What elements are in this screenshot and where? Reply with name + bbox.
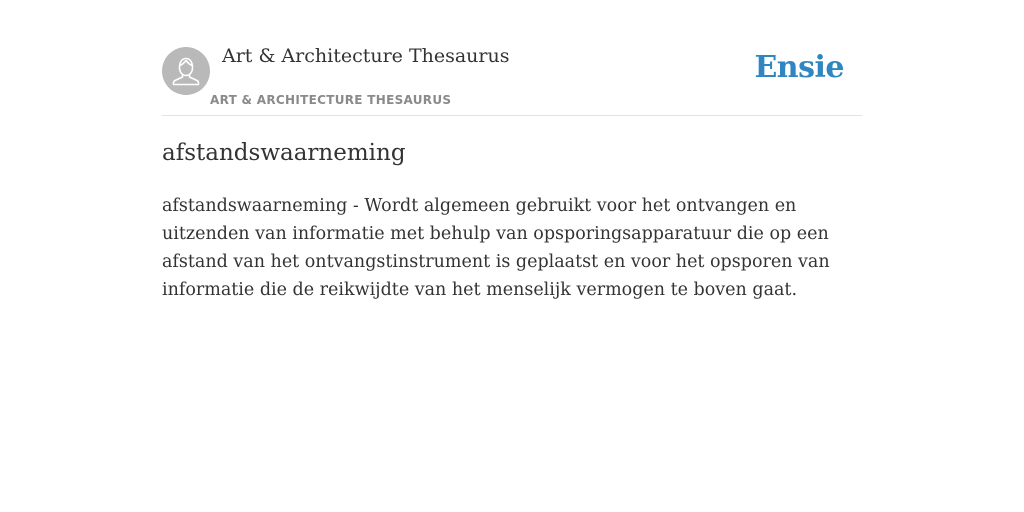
source-label-link[interactable]: ART & ARCHITECTURE THESAURUS bbox=[210, 93, 452, 107]
author-name-link[interactable]: Art & Architecture Thesaurus bbox=[222, 45, 510, 67]
header bbox=[162, 0, 862, 116]
term-title: afstandswaarneming bbox=[162, 140, 406, 166]
user-silhouette-icon bbox=[162, 47, 210, 95]
avatar[interactable] bbox=[162, 47, 210, 95]
definition-text: afstandswaarneming - Wordt algemeen gebruikt voor het ontvangen en uitzenden van informatie met behulp van opsporingsapparatuur die op een afstand van het ontvangstinstrument is geplaatst en voor het opsporen van informatie die de reikwijdte van het menselijk vermogen te boven gaat. bbox=[162, 196, 830, 300]
brand-logo[interactable]: Ensie bbox=[754, 50, 844, 85]
